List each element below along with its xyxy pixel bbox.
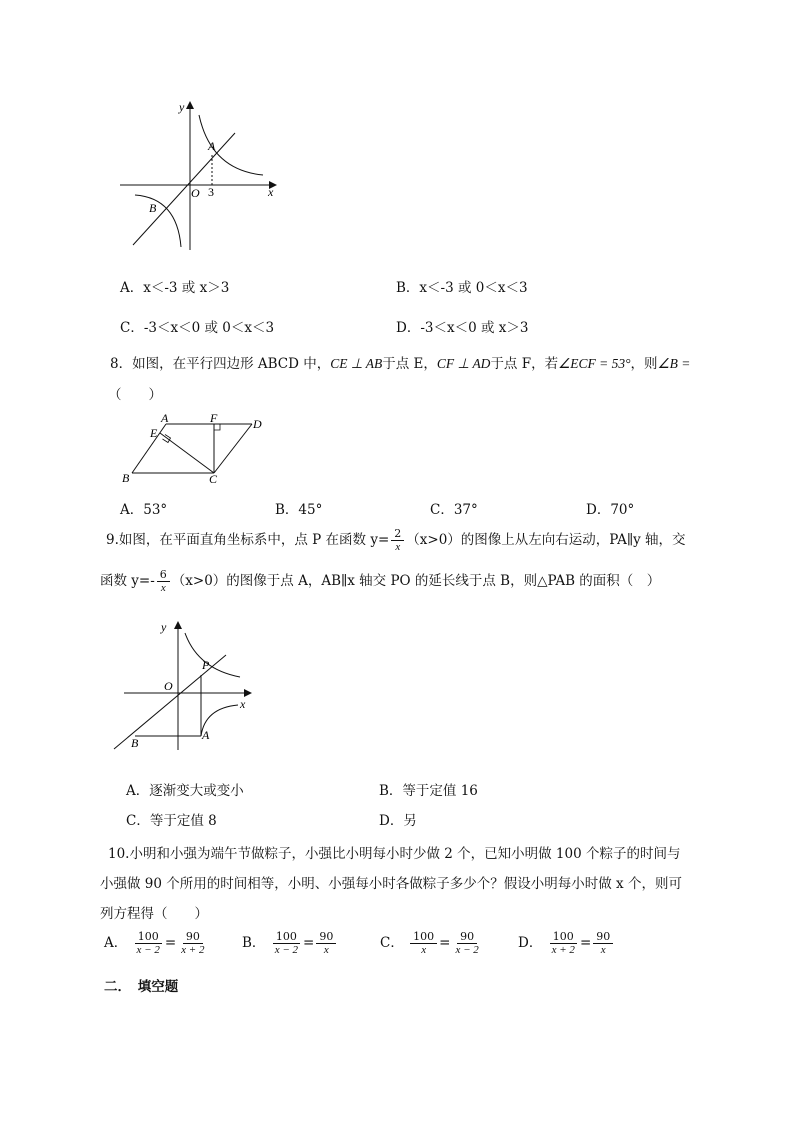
q10-a-left-fraction — [134, 930, 163, 957]
q10-a-ld: x − 2 — [136, 944, 160, 956]
q10-option-c[interactable] — [380, 930, 484, 957]
q7-point-a: A — [208, 139, 216, 153]
q8-stem-text-2: 于点 E， — [382, 356, 437, 372]
q8-angle-b: ∠B = — [657, 356, 691, 371]
q7-tick-3: 3 — [208, 185, 214, 199]
q10-b-right-fraction — [316, 930, 336, 957]
q9-text-4: （x>0）的图像于点 A，AB∥x 轴交 PO 的延长线于点 B，则△PAB 的面积（ ） — [171, 573, 661, 589]
q10-c-rd: x − 2 — [455, 944, 479, 956]
q8-stem-text-1: 8．如图，在平行四边形 ABCD 中， — [110, 356, 331, 372]
q9-stem-line2 — [100, 568, 660, 595]
q9-origin-label: O — [164, 679, 173, 693]
q8-angle-ecf: ∠ECF = 53° — [558, 356, 631, 371]
q8-point-a: A — [161, 411, 169, 425]
q10-option-a[interactable] — [104, 930, 209, 957]
q10-option-b-label: B． — [242, 935, 266, 951]
q8-stem-text-4: ，则 — [630, 356, 658, 372]
q7-origin-label: O — [191, 186, 200, 200]
q9-point-b: B — [131, 736, 139, 750]
q10-d-ld: x + 2 — [551, 944, 575, 956]
q10-option-d[interactable] — [518, 930, 615, 957]
q8-paren: （ ） — [108, 387, 162, 403]
q8-stem-text-3: 于点 F，若 — [490, 356, 559, 372]
q10-d-ln: 100 — [550, 930, 577, 944]
q9-text-2: （x>0）的图像上从左向右运动，PA∥y 轴，交 — [406, 532, 686, 548]
q9-option-d[interactable]: D．另 — [379, 813, 417, 829]
q8-point-c: C — [209, 472, 218, 486]
q10-a-equals: = — [164, 935, 177, 951]
q7-option-d[interactable]: D．-3＜x＜0 或 x＞3 — [396, 320, 529, 336]
q10-d-left-fraction — [549, 930, 578, 957]
q10-c-right-fraction — [452, 930, 481, 957]
q9-x-label: x — [240, 697, 246, 711]
q10-a-ln: 100 — [135, 930, 162, 944]
q10-stem-line3: 列方程得（ ） — [100, 906, 208, 922]
q10-stem-line1: 10.小明和小强为端午节做粽子，小强比小明每小时少做 2 个，已知小明做 100 个粽子的时间与 — [108, 846, 681, 862]
q10-b-equals: = — [303, 935, 315, 951]
q9-y-label: y — [161, 620, 167, 634]
q7-point-b: B — [149, 201, 157, 215]
q10-option-d-label: D． — [518, 935, 543, 951]
q7-option-b[interactable]: B．x＜-3 或 0＜x＜3 — [396, 280, 528, 296]
q8-point-e: E — [150, 426, 158, 440]
q10-d-right-fraction — [593, 930, 613, 957]
q8-point-d: D — [253, 417, 262, 431]
q9-text-1: 9.如图，在平面直角坐标系中，点 P 在函数 y= — [106, 532, 390, 548]
q10-option-c-label: C． — [380, 935, 404, 951]
q7-y-label: y — [179, 100, 185, 114]
q9-frac2-den: x — [160, 582, 166, 594]
q10-a-right-fraction — [178, 930, 207, 957]
q8-figure — [118, 410, 268, 488]
q8-option-c[interactable]: C．37° — [430, 502, 478, 518]
q7-option-a[interactable]: A．x＜-3 或 x＞3 — [120, 280, 230, 296]
q10-option-b[interactable] — [242, 930, 338, 957]
q9-frac1-num: 2 — [391, 527, 404, 541]
q10-a-rn: 90 — [183, 930, 203, 944]
q8-ce-ab: CE ⊥ AB — [330, 356, 383, 371]
q10-b-rd: x — [323, 944, 329, 956]
q8-option-b[interactable]: B．45° — [275, 502, 323, 518]
q9-option-c[interactable]: C．等于定值 8 — [126, 813, 217, 829]
q9-frac2-num: 6 — [157, 568, 170, 582]
q8-point-f: F — [210, 411, 218, 425]
q10-d-equals: = — [579, 935, 592, 951]
q8-option-a[interactable]: A．53° — [120, 502, 168, 518]
q9-option-a[interactable]: A．逐渐变大或变小 — [126, 783, 244, 799]
q9-point-p: P — [202, 658, 210, 672]
q9-stem-line1 — [106, 527, 686, 554]
q10-stem-line2: 小强做 90 个所用的时间相等，小明、小强每小时各做粽子多少个？假设小明每小时做 x 个，则可 — [100, 876, 682, 892]
q9-frac1-den: x — [395, 541, 401, 553]
q9-figure — [110, 615, 260, 755]
q9-point-a: A — [202, 728, 210, 742]
section-heading-fill-in: 二． 填空题 — [104, 979, 179, 995]
q9-fraction-6-over-x — [157, 568, 170, 595]
q9-fraction-2-over-x — [391, 527, 404, 554]
q10-c-rn: 90 — [457, 930, 477, 944]
q10-d-rd: x — [600, 944, 606, 956]
q10-a-rd: x + 2 — [181, 944, 205, 956]
q8-stem — [110, 352, 690, 372]
q10-b-ld: x − 2 — [274, 944, 299, 956]
q10-c-ld: x — [421, 944, 427, 956]
q10-c-ln: 100 — [410, 930, 437, 944]
q10-option-a-label: A． — [104, 935, 128, 951]
q7-x-label: x — [268, 185, 274, 199]
q8-point-b: B — [122, 471, 130, 485]
q10-b-left-fraction — [272, 930, 301, 957]
q10-b-ln: 100 — [273, 930, 300, 944]
q8-option-d[interactable]: D．70° — [586, 502, 635, 518]
q7-figure — [115, 95, 285, 255]
q10-d-rn: 90 — [593, 930, 613, 944]
q7-option-c[interactable]: C．-3＜x＜0 或 0＜x＜3 — [120, 320, 275, 336]
q9-option-b[interactable]: B．等于定值 16 — [379, 783, 478, 799]
q10-b-rn: 90 — [316, 930, 336, 944]
q10-c-left-fraction — [410, 930, 437, 957]
q8-cf-ad: CF ⊥ AD — [436, 356, 491, 371]
q10-c-equals: = — [439, 935, 451, 951]
q9-text-3: 函数 y=- — [100, 573, 155, 589]
